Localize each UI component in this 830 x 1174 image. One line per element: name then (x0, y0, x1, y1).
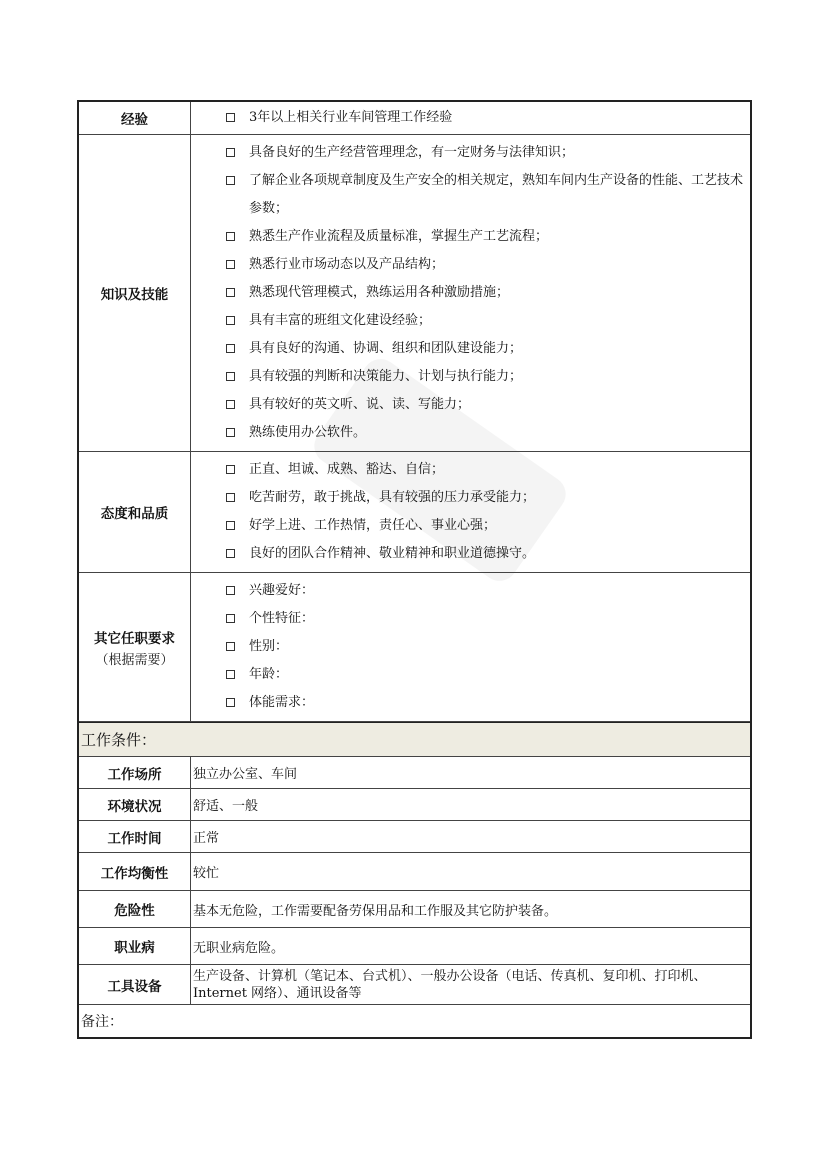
checklist-item: 吃苦耐劳，敢于挑战，具有较强的压力承受能力； (191, 484, 750, 512)
checkbox-icon[interactable] (226, 614, 235, 623)
condition-label: 工具设备 (79, 965, 191, 1004)
condition-label: 工作时间 (79, 821, 191, 852)
checklist-item: 具有丰富的班组文化建设经验； (191, 307, 750, 335)
checkbox-icon[interactable] (226, 113, 235, 122)
condition-value: 基本无危险，工作需要配备劳保用品和工作服及其它防护装备。 (193, 903, 558, 919)
checklist-item: 了解企业各项规章制度及生产安全的相关规定，熟知车间内生产设备的性能、工艺技术参数； (191, 167, 750, 223)
condition-row-hours (79, 821, 750, 853)
checkbox-icon[interactable] (226, 698, 235, 707)
condition-value: 较忙 (193, 866, 220, 881)
checkbox-icon[interactable] (226, 316, 235, 325)
experience-label: 经验 (79, 102, 191, 134)
condition-label: 职业病 (79, 928, 191, 964)
condition-value: 无职业病危险。 (193, 940, 285, 956)
attitude-row (79, 452, 750, 573)
other-requirements-label: 其它任职要求 （根据需要） (79, 573, 191, 721)
checkbox-icon[interactable] (226, 372, 235, 381)
checkbox-icon[interactable] (226, 465, 235, 474)
work-conditions-header: 工作条件： (79, 722, 750, 757)
other-requirements-sublabel: （根据需要） (95, 652, 174, 668)
checkbox-icon[interactable] (226, 586, 235, 595)
checkbox-icon[interactable] (226, 642, 235, 651)
checklist-item: 熟悉现代管理模式，熟练运用各种激励措施； (191, 279, 750, 307)
checkbox-icon[interactable] (226, 400, 235, 409)
other-requirements-list (191, 573, 750, 721)
checklist-item: 体能需求： (191, 689, 750, 717)
condition-row-balance (79, 853, 750, 891)
checkbox-icon[interactable] (226, 148, 235, 157)
checkbox-icon[interactable] (226, 344, 235, 353)
experience-list (191, 102, 750, 134)
condition-row-occupational-disease (79, 928, 750, 965)
condition-label: 危险性 (79, 891, 191, 927)
checkbox-icon[interactable] (226, 493, 235, 502)
checklist-item: 熟练使用办公软件。 (191, 419, 750, 447)
checklist-item: 性别： (191, 633, 750, 661)
job-requirements-table (77, 100, 752, 1039)
checklist-item: 个性特征： (191, 605, 750, 633)
checkbox-icon[interactable] (226, 428, 235, 437)
checkbox-icon[interactable] (226, 288, 235, 297)
checkbox-icon[interactable] (226, 232, 235, 241)
checklist-item: 具备良好的生产经营管理理念，有一定财务与法律知识； (191, 139, 750, 167)
condition-value: 独立办公室、车间 (193, 767, 298, 782)
condition-label: 工作均衡性 (79, 853, 191, 890)
remarks-row: 备注： (81, 1014, 123, 1030)
checklist-item: 熟悉行业市场动态以及产品结构； (191, 251, 750, 279)
condition-row-hazard (79, 891, 750, 928)
checklist-item: 具有较强的判断和决策能力、计划与执行能力； (191, 363, 750, 391)
checklist-item: 正直、坦诚、成熟、豁达、自信； (191, 456, 750, 484)
checklist-item: 3年以上相关行业车间管理工作经验 (191, 104, 750, 132)
attitude-label: 态度和品质 (79, 452, 191, 572)
checklist-item: 熟悉生产作业流程及质量标准，掌握生产工艺流程； (191, 223, 750, 251)
knowledge-row (79, 135, 750, 452)
condition-row-environment (79, 789, 750, 821)
experience-row (79, 102, 750, 135)
checkbox-icon[interactable] (226, 260, 235, 269)
checkbox-icon[interactable] (226, 549, 235, 558)
checklist-item: 兴趣爱好： (191, 577, 750, 605)
attitude-list (191, 452, 750, 572)
knowledge-list (191, 135, 750, 451)
checklist-item: 好学上进、工作热情，责任心、事业心强； (191, 512, 750, 540)
checkbox-icon[interactable] (226, 670, 235, 679)
condition-row-tools (79, 965, 750, 1005)
checklist-item: 良好的团队合作精神、敬业精神和职业道德操守。 (191, 540, 750, 568)
checklist-item: 具有良好的沟通、协调、组织和团队建设能力； (191, 335, 750, 363)
condition-row-workplace (79, 757, 750, 789)
condition-label: 环境状况 (79, 789, 191, 820)
condition-value: 生产设备、计算机（笔记本、台式机）、一般办公设备（电话、传真机、复印机、打印机、Internet 网络）、通讯设备等 (193, 968, 707, 1001)
checkbox-icon[interactable] (226, 176, 235, 185)
checklist-item: 年龄： (191, 661, 750, 689)
knowledge-label: 知识及技能 (79, 135, 191, 451)
condition-label: 工作场所 (79, 757, 191, 788)
checkbox-icon[interactable] (226, 521, 235, 530)
condition-value: 舒适、一般 (193, 799, 259, 814)
condition-value: 正常 (193, 831, 220, 846)
other-requirements-row (79, 573, 750, 722)
checklist-item: 具有较好的英文听、说、读、写能力； (191, 391, 750, 419)
